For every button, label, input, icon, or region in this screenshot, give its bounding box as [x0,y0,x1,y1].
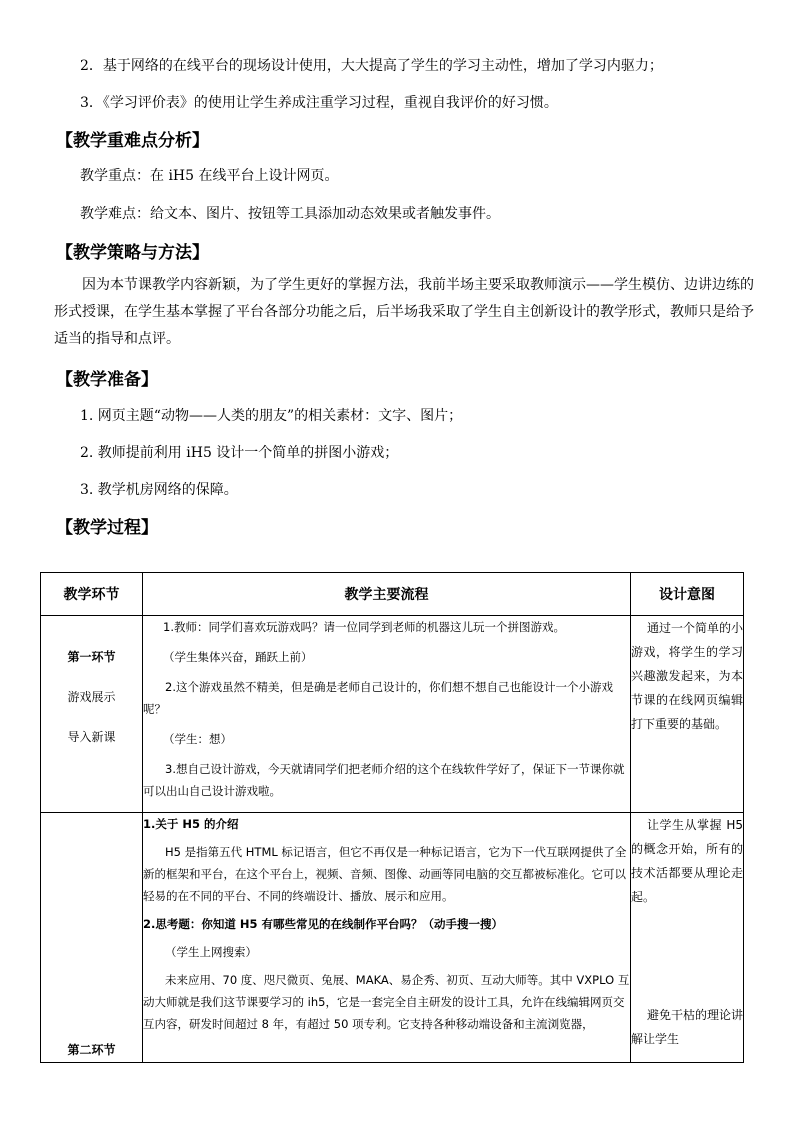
flow-1-step-3: 3.想自己设计游戏，今天就请同学们把老师介绍的这个在线软件学好了，保证下一节课你就可以出山自己设计游戏啦。 [143,762,625,798]
difficulty-heading: 【教学重难点分析】 [56,131,209,151]
stage-1-line-3: 导入新课 [67,730,116,744]
preparation-heading: 【教学准备】 [56,370,158,390]
lesson-process-table [40,572,744,1063]
header-flow: 教学主要流程 [143,573,631,616]
flow-1-note-2: （学生：想） [163,732,232,746]
flow-2-title-2: 2.思考题：你知道 H5 有哪些常见的在线制作平台吗？（动手搜一搜） [143,917,504,931]
preparation-item-1: 1. 网页主题“动物——人类的朋友”的相关素材：文字、图片； [80,408,463,424]
flow-1-step-1: 1.教师：同学们喜欢玩游戏吗？请一位同学到老师的机器这儿玩一个拼图游戏。 [163,620,565,634]
flow-2-title-1: 1.关于 H5 的介绍 [143,817,239,831]
table-header-row [41,573,744,616]
stage-2-title: 第二环节 [67,1043,116,1057]
flow-1-note-1: （学生集体兴奋，踊跃上前） [163,650,313,664]
table-row [41,616,744,813]
intent-2-text-1: 让学生从掌握 H5 的概念开始，所有的技术活都要从理论走起。 [631,818,743,904]
flow-2-text-3: 未来应用、70 度、咫尺微页、兔展、MAKA、易企秀、初页、互动大师等。其中 VXPLO 互动大师就是我们这节课要学习的 ih5，它是一套完全自主研发的设计工具，允许在线编辑网页交互内容，研发时间超过 8 年，有超过 50 项专利。它支持各种移动端设备和主流浏览器， [143,973,630,1031]
intent-1-text: 通过一个简单的小游戏，将学生的学习兴趣激发起来，为本节课的在线网页编辑打下重要的基础。 [631,621,744,731]
stage-1-title: 第一环节 [67,650,116,664]
intro-item-2: 2．基于网络的在线平台的现场设计使用，大大提高了学生的学习主动性，增加了学习内驱力； [80,58,663,74]
table-row [41,813,744,1063]
flow-1-step-2: 2.这个游戏虽然不精美，但是确是老师自己设计的，你们想不想自己也能设计一个小游戏呢？ [143,680,613,716]
strategy-paragraph: 因为本节课教学内容新颖，为了学生更好的掌握方法，我前半场主要采取教师演示——学生模仿、边讲边练的形式授课，在学生基本掌握了平台各部分功能之后，后半场我采取了学生自主创新设计的教学形式，教师只是给予适当的指导和点评。 [54,277,754,347]
stage-1-line-2: 游戏展示 [67,690,116,704]
intent-cell-1 [631,616,744,813]
preparation-item-2: 2. 教师提前利用 iH5 设计一个简单的拼图小游戏； [80,445,399,461]
flow-cell-2 [143,813,631,1063]
stage-cell-1 [41,616,143,813]
intent-2-text-2: 避免干枯的理论讲解让学生 [631,1008,744,1046]
header-intent: 设计意图 [631,573,744,616]
stage-cell-2 [41,813,143,1063]
strategy-heading: 【教学策略与方法】 [56,243,209,263]
intro-item-3: 3．《学习评价表》的使用让学生养成注重学习过程，重视自我评价的好习惯。 [80,95,558,111]
hard-point: 教学难点：给文本、图片、按钮等工具添加动态效果或者触发事件。 [80,206,500,222]
process-heading: 【教学过程】 [56,518,158,538]
flow-2-text-2: （学生上网搜索） [165,945,257,959]
header-stage: 教学环节 [41,573,143,616]
preparation-item-3: 3. 教学机房网络的保障。 [80,482,238,498]
key-point: 教学重点：在 iH5 在线平台上设计网页。 [80,168,339,184]
flow-2-text-1: H5 是指第五代 HTML 标记语言，但它不再仅是一种标记语言，它为下一代互联网提供了全新的框架和平台，在这个平台上，视频、音频、图像、动画等同电脑的交互都被标准化。它可以轻易的在不同的平台、不同的终端设计、播放、展示和应用。 [143,845,627,903]
intent-cell-2 [631,813,744,1063]
flow-cell-1 [143,616,631,813]
